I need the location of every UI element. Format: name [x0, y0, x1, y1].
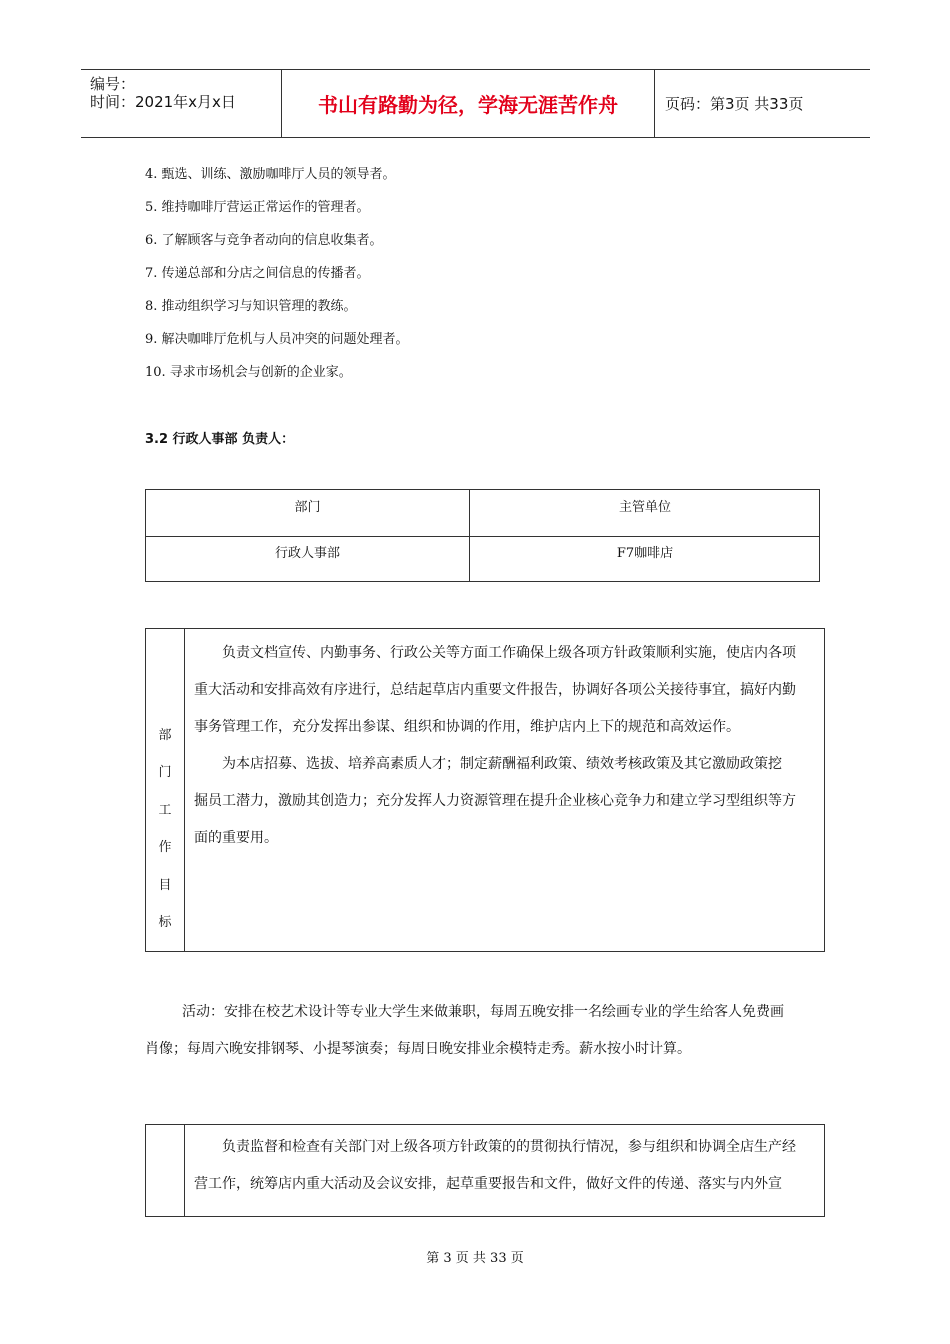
list-item: 6. 了解顾客与竞争者动向的信息收集者。: [145, 233, 383, 248]
goal-line: 为本店招募、选拔、培养高素质人才；制定薪酬福利政策、绩效考核政策及其它激励政策挖: [194, 756, 782, 772]
goal-label-char: 门: [158, 765, 172, 780]
goal-label-char: 部: [158, 728, 172, 743]
list-item: 5. 维持咖啡厅营运正常运作的管理者。: [145, 200, 370, 215]
goal-line: 事务管理工作，充分发挥出参谋、组织和协调的作用，维护店内上下的规范和高效运作。: [194, 719, 740, 735]
goal-text: [194, 635, 814, 857]
time-label: 时间：2021年x月x日: [90, 93, 236, 111]
header-motto: 书山有路勤为径，学海无涯苦作舟: [282, 70, 655, 137]
list-item: 7. 传递总部和分店之间信息的传播者。: [145, 266, 370, 281]
goal-line: 重大活动和安排高效有序进行，总结起草店内重要文件报告，协调好各项公关接待事宜，搞好内勤: [194, 682, 796, 698]
header-page-info: 页码：第3页 共33页: [665, 95, 804, 113]
duty-text: [194, 1129, 814, 1203]
duty-line: 负责监督和检查有关部门对上级各项方针政策的的贯彻执行情况，参与组织和协调全店生产经: [194, 1139, 796, 1155]
goal-label-char: 作: [158, 840, 172, 855]
goal-label: [146, 629, 185, 951]
goal-line: 面的重要用。: [194, 830, 278, 846]
dept-value: 行政人事部: [146, 536, 470, 582]
goal-label-char: 标: [158, 915, 172, 930]
section-title: 3.2 行政人事部 负责人：: [145, 432, 295, 447]
goal-line: 掘员工潜力，激励其创造力；充分发挥人力资源管理在提升企业核心竞争力和建立学习型组织等方: [194, 793, 796, 809]
goal-line: 负责文档宣传、内勤事务、行政公关等方面工作确保上级各项方针政策顺利实施，使店内各项: [194, 645, 796, 661]
duty-label: [146, 1125, 185, 1216]
supervisor-header: 主管单位: [618, 500, 671, 515]
table-row: [146, 490, 819, 537]
list-item: 10. 寻求市场机会与创新的企业家。: [145, 365, 352, 380]
list-item: 8. 推动组织学习与知识管理的教练。: [145, 299, 357, 314]
dept-header: 部门: [146, 490, 470, 536]
table-row: [146, 536, 819, 582]
duty-table: [145, 1124, 825, 1217]
dept-table: [145, 489, 820, 582]
number-label: 编号：: [90, 75, 136, 93]
header-meta-cell: [81, 70, 282, 137]
goal-table: [145, 628, 825, 952]
page-footer: 第 3 页 共 33 页: [426, 1251, 524, 1266]
page-header: [81, 69, 870, 138]
goal-label-char: 目: [158, 878, 172, 893]
list-item: 9. 解决咖啡厅危机与人员冲突的问题处理者。: [145, 332, 409, 347]
goal-label-char: 工: [158, 803, 172, 818]
activity-line: 肖像；每周六晚安排钢琴、小提琴演奏；每周日晚安排业余模特走秀。薪水按小时计算。: [145, 1041, 691, 1057]
activity-line: 活动：安排在校艺术设计等专业大学生来做兼职，每周五晚安排一名绘画专业的学生给客人免费画: [182, 1004, 784, 1020]
list-item: 4. 甄选、训练、激励咖啡厅人员的领导者。: [145, 167, 396, 182]
supervisor-value: F7咖啡店: [616, 546, 674, 561]
duty-line: 营工作，统筹店内重大活动及会议安排，起草重要报告和文件，做好文件的传递、落实与内外宣: [194, 1176, 782, 1192]
